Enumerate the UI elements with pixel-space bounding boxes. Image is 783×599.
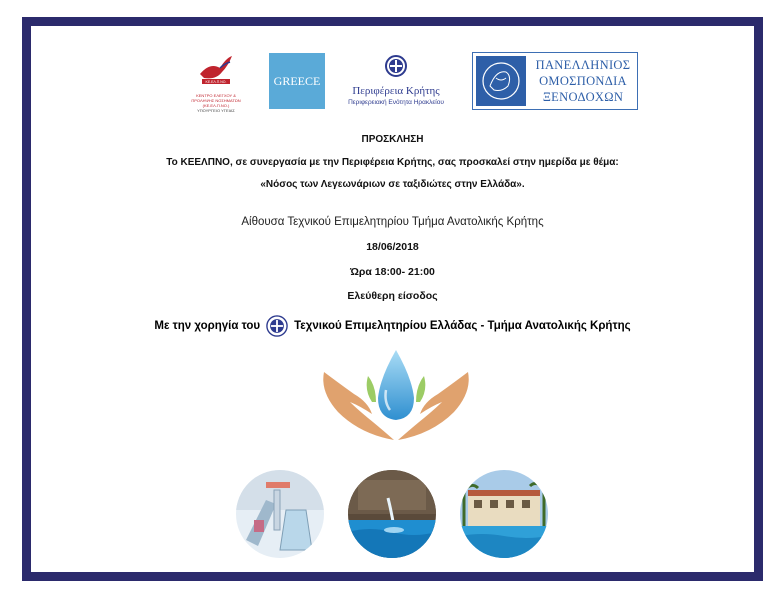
invitation-heading: ΠΡΟΣΚΛΗΣΗ — [361, 134, 424, 145]
greece-logo-text: GREECE — [273, 73, 321, 88]
event-date: 18/06/2018 — [366, 241, 419, 253]
keelpno-line-1: ΚΕΝΤΡΟ ΕΛΕΓΧΟΥ & — [196, 93, 236, 98]
hoteliers-federation-name — [531, 57, 635, 105]
hotel-pool-photo — [460, 470, 548, 558]
event-entry: Ελεύθερη είσοδος — [347, 290, 438, 302]
sponsor-emblem-icon — [266, 315, 288, 337]
hoteliers-federation-logo — [472, 52, 638, 110]
greece-logo — [269, 53, 325, 109]
pox-line-1: ΠΑΝΕΛΛΗΝΙΟΣ — [535, 58, 631, 72]
keelpno-logo — [183, 52, 249, 118]
laboratory-photo — [236, 470, 324, 558]
crete-region-logo — [331, 54, 461, 112]
invitation-intro: Το ΚΕΕΛΠΝΟ, σε συνεργασία με την Περιφέρεια Κρήτης, σας προσκαλεί στην ημερίδα με θέμα: — [166, 157, 619, 168]
pox-line-3: ΞΕΝΟΔΟΧΩΝ — [542, 90, 624, 104]
invitation-frame — [22, 17, 763, 581]
keelpno-line-3: ΥΠΟΥΡΓΕΙΟ ΥΓΕΙΑΣ — [197, 108, 235, 113]
invitation-topic: «Νόσος των Λεγεωνάριων σε ταξιδιώτες στην Ελλάδα». — [260, 179, 525, 190]
greek-emblem-icon — [384, 54, 408, 78]
event-venue: Αίθουσα Τεχνικού Επιμελητηρίου Τμήμα Ανατολικής Κρήτης — [241, 216, 544, 228]
sponsor-prefix: Με την χορηγία του — [154, 320, 261, 332]
pool-fountain-photo — [348, 470, 436, 558]
keelpno-badge: ΚΕ.ΕΛ.Π.ΝΟ. — [205, 80, 227, 84]
sponsor-line — [31, 315, 754, 337]
crete-region-sub: Περιφερειακή Ενότητα Ηρακλείου — [348, 99, 444, 106]
keelpno-line-2: ΠΡΟΛΗΨΗΣ ΝΟΣΗΜΑΤΩΝ (ΚΕ.ΕΛ.Π.ΝΟ.) — [191, 98, 241, 108]
globe-figure-icon — [476, 56, 526, 106]
crete-region-name: Περιφέρεια Κρήτης — [352, 85, 440, 97]
water-drop-hands-icon — [316, 346, 476, 456]
event-time: Ώρα 18:00- 21:00 — [350, 266, 435, 278]
pox-line-2: ΟΜΟΣΠΟΝΔΙΑ — [539, 74, 627, 88]
dove-icon — [196, 52, 236, 88]
sponsor-name: Τεχνικού Επιμελητηρίου Ελλάδας - Τμήμα Ανατολικής Κρήτης — [294, 320, 631, 332]
